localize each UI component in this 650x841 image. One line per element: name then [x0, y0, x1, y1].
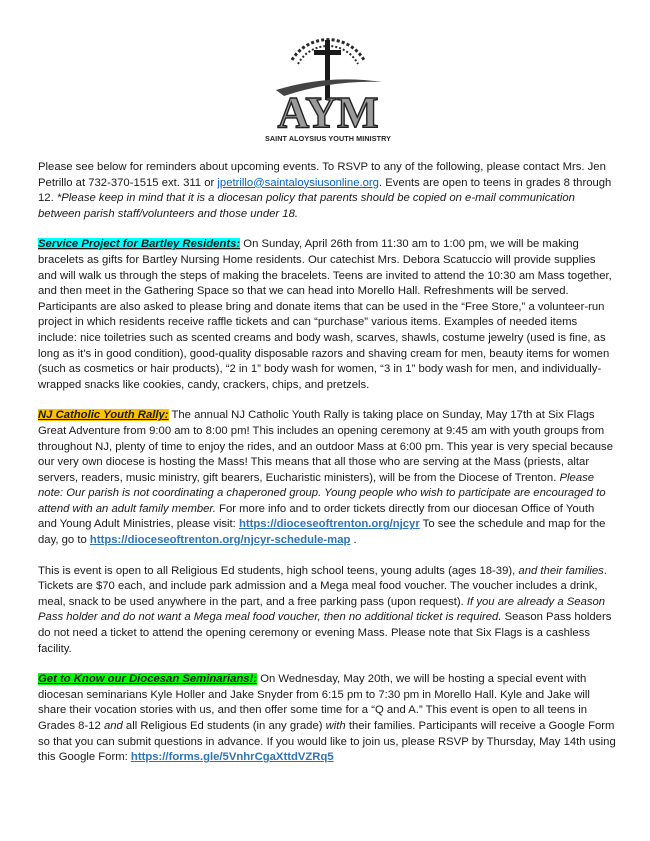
aym-logo	[258, 30, 398, 148]
youth-rally-text-3: To see the schedule and map for the day, go to	[38, 518, 606, 547]
diocesan-policy-note: *Please keep in mind that it is a diocesan policy that parents should be copied on e-mail communication between parish staff/volunteers and those under 18.	[38, 192, 575, 220]
service-project-paragraph	[38, 237, 616, 393]
service-project-text: On Sunday, April 26th from 11:30 am to 1:00 pm, we will be making bracelets as gifts for Bartley Nursing Home residents. Our catechist Mrs. Debora Scatuccio will provide supplies and will walk us through the steps of making the bracelets. Teens are invited to attend the 10:30 am Mass together, and then meet in the Gathering Space so that we can head into Morello Hall. Refreshments will be served. Participants are also asked to please bring and donate items that can be used in the “Free Store,” a volunteer-run project in which residents receive raffle tickets and can “purchase” various items. Examples of needed items include: nice toiletries such as scented creams and body wash, scarves, shawls, costume jewelry (used is fine, as long as it’s in good condition), good-quality disposable razors and shaving cream for men, beauty items for women (such as cosmetics or hair products), “2 in 1” body wash for women, “3 in 1” body wash for men, and individually-wrapped snacks like cookies, candy, crackers, chips, and pretzels.	[38, 238, 612, 391]
tickets-text-3: Season Pass holders do not need a ticket to attend the opening ceremony or evening Mass. Please note that Six Flags is a cashless facility.	[38, 611, 612, 655]
logo-caption: SAINT ALOYSIUS YOUTH MINISTRY	[264, 134, 392, 143]
youth-rally-text-4: .	[350, 534, 357, 547]
schedule-map-link[interactable]: https://dioceseoftrenton.org/njcyr-schedule-map	[89, 534, 351, 547]
seminarians-text-3: their families. Participants will receive a Google Form so that you can submit questions in advance. If you would like to join us, please RSVP by Thursday, May 14th using this Google Form:	[38, 720, 616, 764]
seminarians-emphasis-and: and	[103, 720, 123, 732]
intro-paragraph	[38, 160, 616, 222]
intro-text: Please see below for reminders about upcoming events. To RSVP to any of the following, please contact Mrs. Jen Petrillo at 732-370-1515 ext. 311 or	[38, 161, 606, 189]
youth-rally-text-2: For more info and to order tickets directly from our diocesan Office of Youth and Young Adult Ministries, please visit:	[38, 502, 595, 531]
tickets-text-2: . Tickets are $70 each, and include park admission and a Mega meal food voucher. The voucher includes a drink, meal, snack to be used anywhere in the part, and a free parking pass (upon request).	[38, 564, 607, 608]
contact-email-link[interactable]: jpetrillo@saintaloysiusonline.org	[217, 176, 379, 189]
youth-rally-text: The annual NJ Catholic Youth Rally is taking place on Sunday, May 17th at Six Flags Great Adventure from 9:00 am to 8:00 pm! This includes an opening ceremony at 9:45 am with youth groups from throughout NJ, plenty of time to enjoy the rides, and an outdoor Mass at 6:00 pm. This year is very special because our very own diocese is hosting the Mass! This means that all those who are serving at the Mass (priests, altar servers, readers, music ministry, gift bearers, Eucharistic ministers), will be from the Diocese of Trenton.	[38, 409, 613, 484]
season-pass-note: If you are already a Season Pass holder and do not want a Mega meal food voucher, then no additional ticket is required.	[38, 595, 606, 624]
aym-logo-graphic	[258, 30, 398, 134]
newsletter-body	[38, 160, 616, 781]
njcyr-link[interactable]: https://dioceseoftrenton.org/njcyr	[238, 518, 420, 531]
tickets-emphasis: and their families	[518, 564, 604, 577]
aym-letters: AYM	[277, 88, 379, 134]
seminarians-text-2: all Religious Ed students (in any grade)	[122, 720, 326, 732]
youth-rally-note: Please note: Our parish is not coordinating a chaperoned group. Young people who wish to participate are encouraged to attend with an adult family member.	[38, 471, 606, 515]
youth-rally-heading: NJ Catholic Youth Rally:	[38, 409, 169, 422]
seminarians-text: On Wednesday, May 20th, we will be hosting a special event with diocesan seminarians Kyle Holler and Jake Snyder from 6:15 pm to 7:30 pm in Morello Hall. Kyle and Jake will share their vocation stories with us, and then offer some time for a “Q and A.” This event is open to all teens in Grades 8-12	[38, 673, 590, 732]
seminarians-paragraph	[38, 672, 616, 766]
intro-text-2: . Events are open to teens in grades 8 through 12.	[38, 176, 612, 205]
youth-rally-tickets-paragraph	[38, 564, 616, 658]
google-form-link[interactable]: https://forms.gle/5VnhrCgaXttdVZRq5	[130, 751, 334, 764]
youth-rally-paragraph	[38, 408, 616, 548]
seminarians-emphasis-with: with	[325, 720, 346, 732]
seminarians-heading: Get to Know our Diocesan Seminarians!:	[38, 673, 258, 686]
service-project-heading: Service Project for Bartley Residents:	[38, 238, 241, 251]
tickets-text: This is event is open to all Religious Ed students, high school teens, young adults (ages 18-39),	[38, 564, 519, 577]
